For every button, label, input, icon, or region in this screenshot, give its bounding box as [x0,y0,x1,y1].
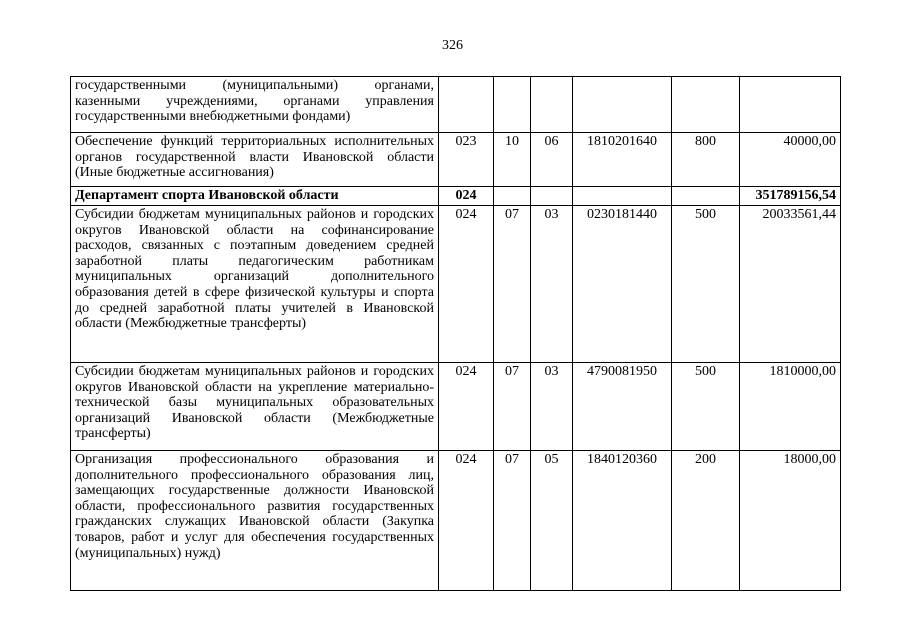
table-row [71,363,841,451]
ministry-code: 023 [439,133,494,187]
table-row [71,133,841,187]
target-code: 4790081950 [573,363,672,451]
expense-type-code [672,77,740,133]
ministry-code: 024 [439,451,494,591]
row-description: Субсидии бюджетам муниципальных районов и городских округов Ивановской области на укрепление материально-технической базы муниципальных образовательных организаций Ивановской области (Межбюджетные трансферты) [71,363,439,451]
amount: 18000,00 [740,451,841,591]
row-description: Субсидии бюджетам муниципальных районов и городских округов Ивановской области на софинансирование расходов, связанных с поэтапным доведением средней заработной платы педагогическим работникам муниципальных организаций дополнительного образования детей в сфере физической культуры и спорта до средней заработной платы учителей в Ивановской области (Межбюджетные трансферты) [71,206,439,363]
expense-type-code: 500 [672,363,740,451]
budget-table [70,76,841,591]
target-code [573,77,672,133]
table-row [71,451,841,591]
subsection-code: 06 [531,133,573,187]
target-code: 1840120360 [573,451,672,591]
section-code [494,187,531,206]
subsection-code [531,77,573,133]
amount [740,77,841,133]
expense-type-code: 800 [672,133,740,187]
subsection-code: 05 [531,451,573,591]
section-code [494,77,531,133]
ministry-code: 024 [439,363,494,451]
expense-type-code: 200 [672,451,740,591]
page-number: 326 [442,38,463,53]
amount: 1810000,00 [740,363,841,451]
ministry-code: 024 [439,187,494,206]
subsection-code: 03 [531,363,573,451]
expense-type-code: 500 [672,206,740,363]
amount: 40000,00 [740,133,841,187]
section-code: 07 [494,363,531,451]
department-name: Департамент спорта Ивановской области [71,187,439,206]
table-row [71,77,841,133]
table-row-department [71,187,841,206]
amount: 20033561,44 [740,206,841,363]
row-description: Организация профессионального образования и дополнительного профессионального образования лиц, замещающих государственные должности Ивановской области, профессионального развития государственных гражданских служащих Ивановской области (Закупка товаров, работ и услуг для обеспечения государственных (муниципальных) нужд) [71,451,439,591]
row-description: государственными (муниципальными) органами, казенными учреждениями, органами управления государственными внебюджетными фондами) [71,77,439,133]
table-row [71,206,841,363]
subsection-code [531,187,573,206]
ministry-code: 024 [439,206,494,363]
subsection-code: 03 [531,206,573,363]
section-code: 07 [494,451,531,591]
department-total-amount: 351789156,54 [740,187,841,206]
section-code: 10 [494,133,531,187]
target-code: 0230181440 [573,206,672,363]
ministry-code [439,77,494,133]
target-code: 1810201640 [573,133,672,187]
expense-type-code [672,187,740,206]
row-description: Обеспечение функций территориальных исполнительных органов государственной власти Ивановской области (Иные бюджетные ассигнования) [71,133,439,187]
section-code: 07 [494,206,531,363]
target-code [573,187,672,206]
